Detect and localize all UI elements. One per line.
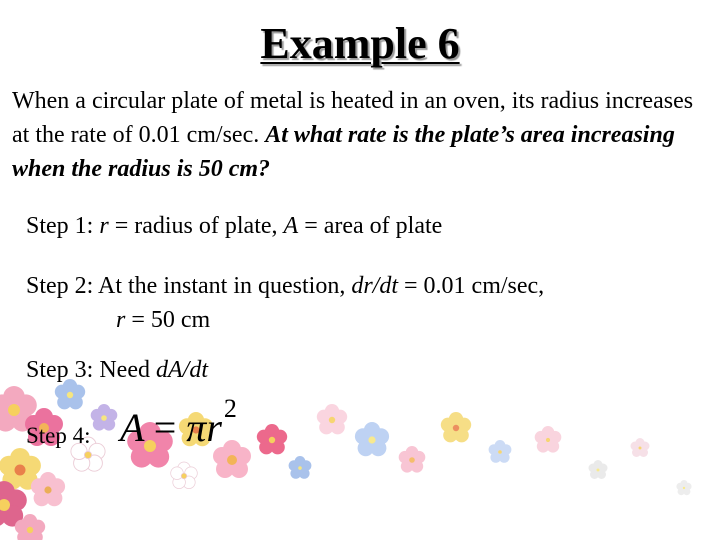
- a-definition: = area of plate: [304, 213, 443, 239]
- formula-exponent: 2: [223, 394, 237, 423]
- step-2: [26, 270, 544, 302]
- formula-lhs: A: [120, 405, 144, 450]
- area-formula: [120, 394, 237, 451]
- step-1: [26, 210, 442, 242]
- variable-a: A: [283, 213, 299, 239]
- rate-variable: dr/dt: [351, 273, 399, 299]
- step-1-label: Step 1:: [26, 213, 94, 239]
- problem-statement: [12, 84, 712, 186]
- r-definition: = radius of plate,: [114, 213, 278, 239]
- step-2-label: Step 2: At the instant in question,: [26, 273, 346, 299]
- variable-r: r: [99, 213, 109, 239]
- radius-variable: r: [116, 307, 126, 333]
- need-variable: dA/dt: [155, 357, 208, 383]
- slide-title: Example 6: [260, 19, 460, 68]
- step-4-label: Step 4:: [26, 423, 91, 448]
- radius-value: = 50 cm: [131, 307, 211, 333]
- step-3-label: Step 3: Need: [26, 357, 150, 383]
- step-3: [26, 354, 208, 386]
- formula-rhs: πr: [186, 405, 222, 450]
- formula-equals: =: [153, 405, 177, 450]
- problem-text: When a circular plate of metal is heated in an oven, its radius increases at the rate of 0.01 cm/sec.: [12, 88, 694, 148]
- rate-value: = 0.01 cm/sec,: [404, 273, 545, 299]
- step-2-radius: [116, 304, 210, 336]
- problem-question: At what rate is the plate’s area increasing when the radius is 50 cm?: [12, 122, 675, 182]
